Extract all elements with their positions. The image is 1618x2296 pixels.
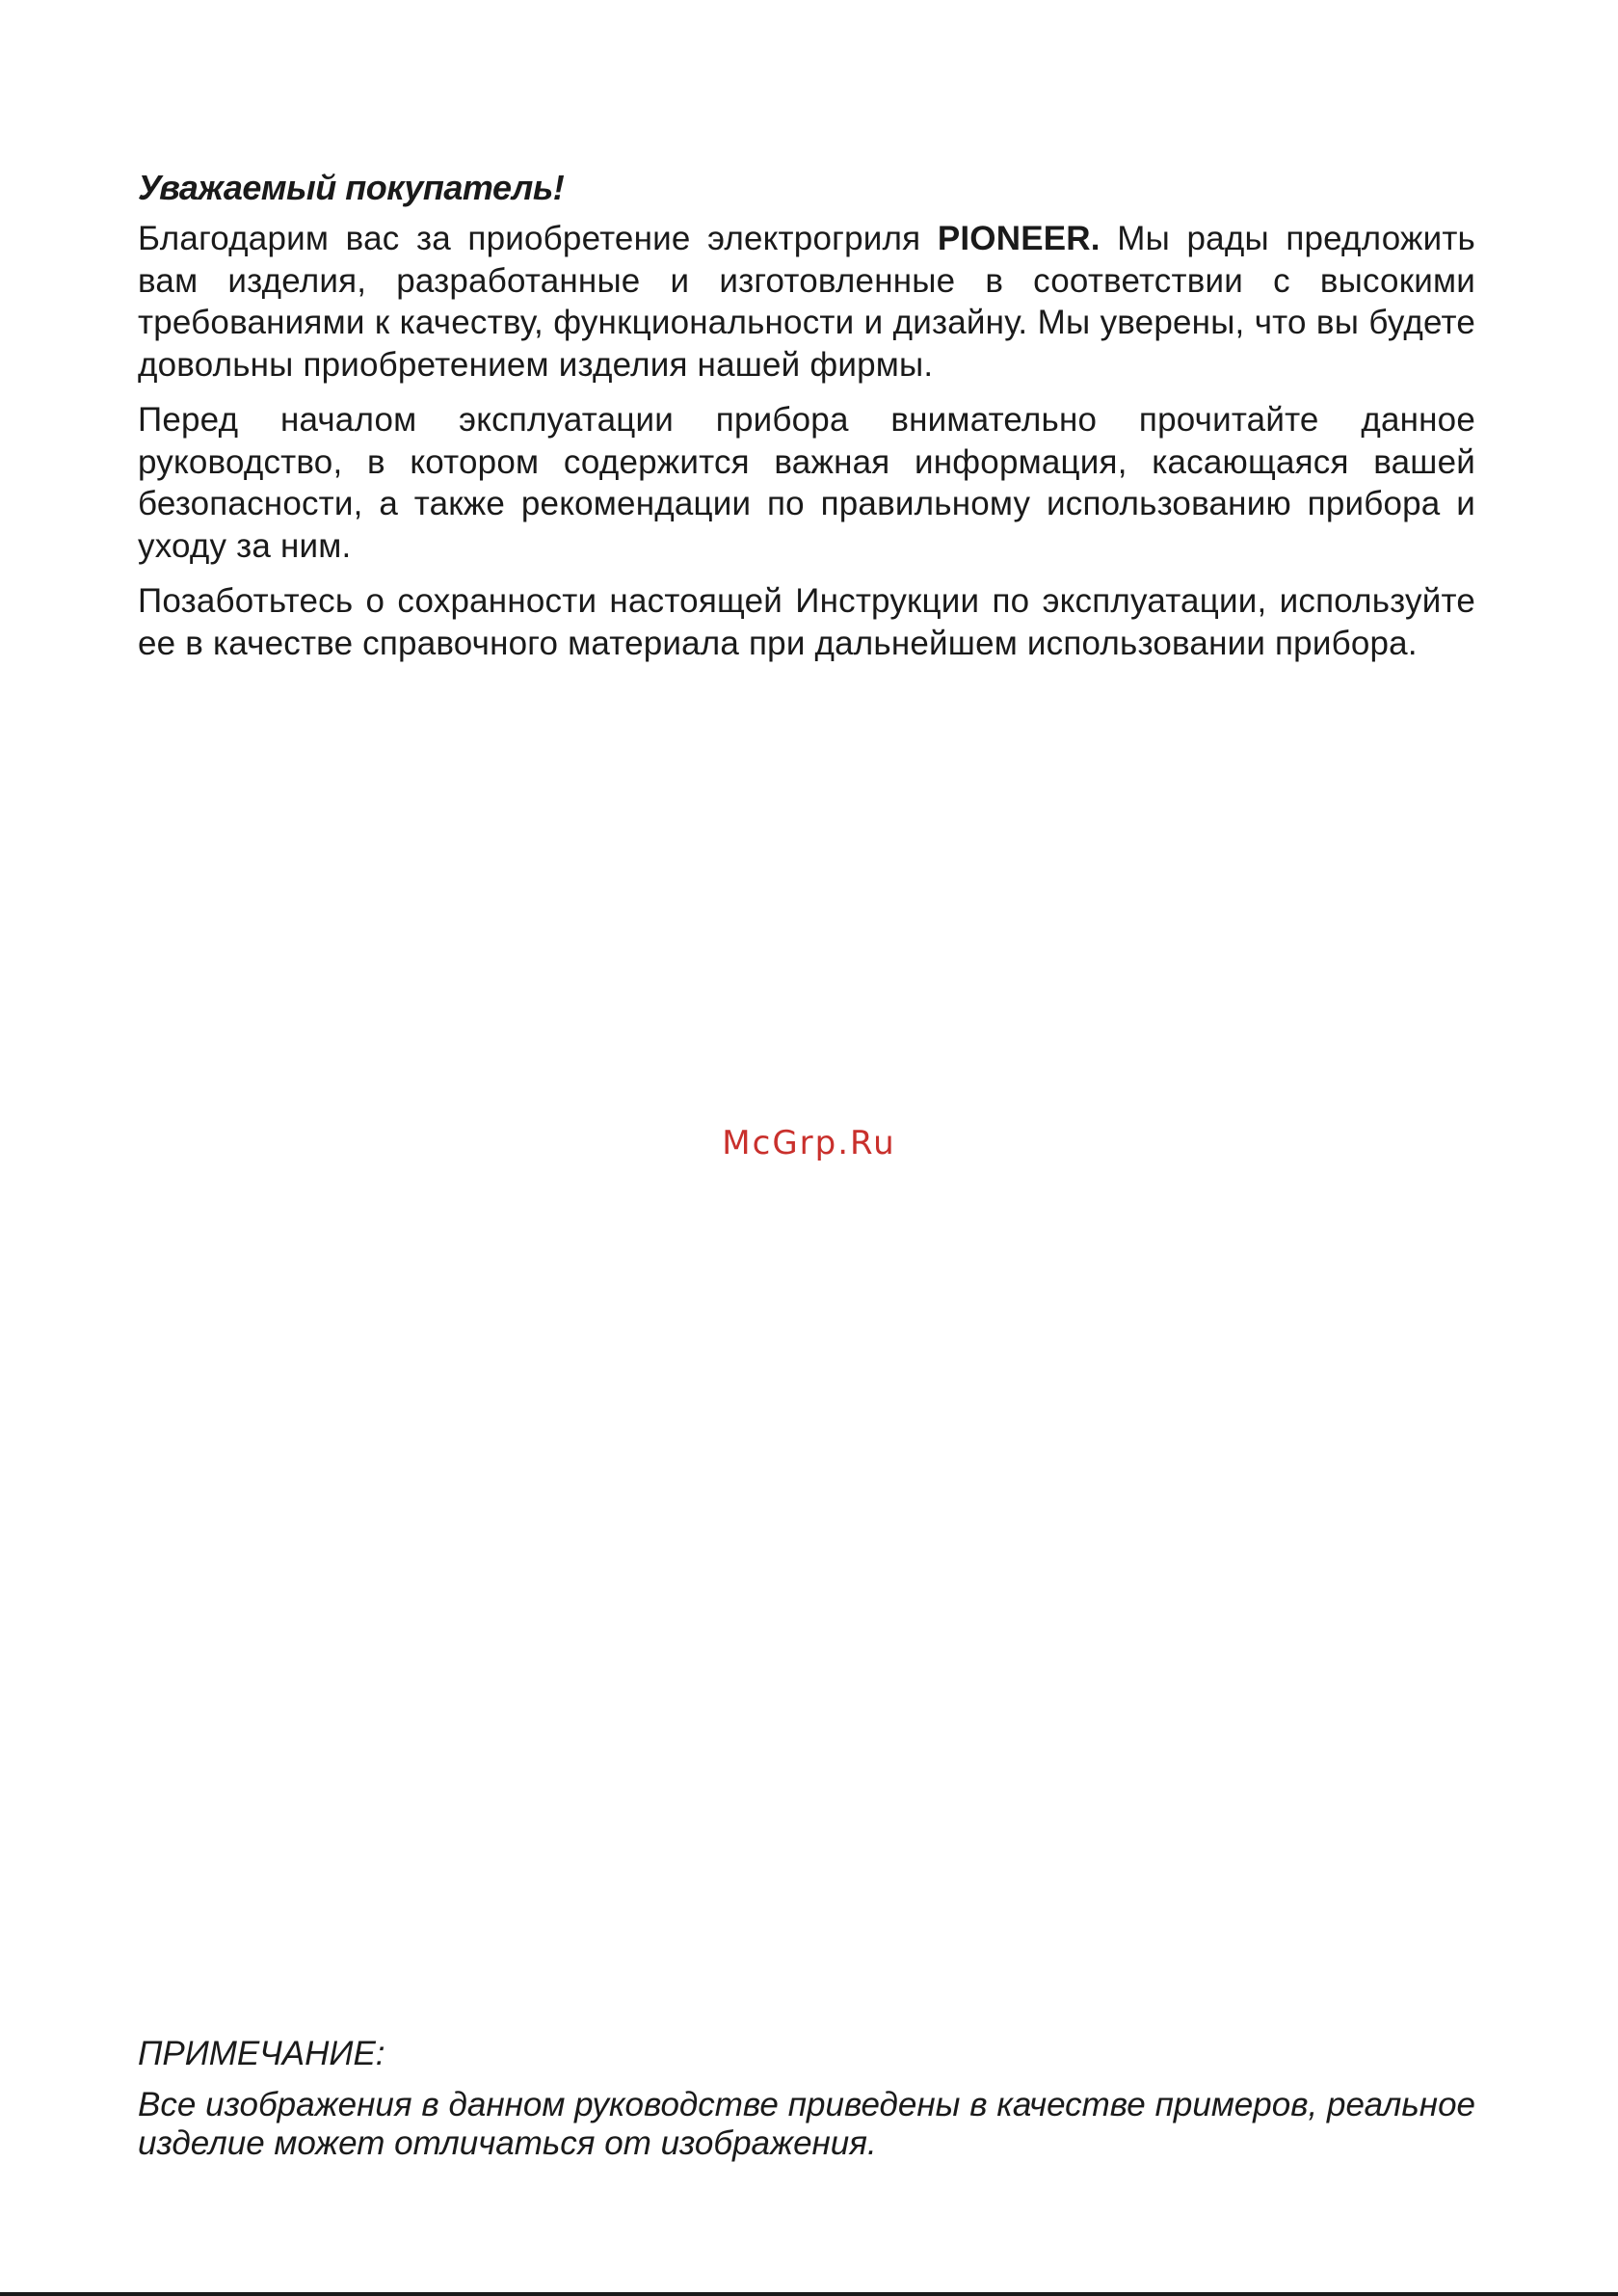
note-text: Все изображения в данном руководстве приведены в качестве примеров, реальное изделие может отличаться от изображения. [138,2086,1475,2162]
brand-name: PIONEER. [937,220,1101,257]
keep-manual-paragraph: Позаботьтесь о сохранности настоящей Инструкции по эксплуатации, используйте ее в качестве справочного материала при дальнейшем использовании прибора. [138,582,1475,662]
intro-text-after-brand: Мы рады предложить вам изделия, разработанные и изготовленные в соответствии с высокими требованиями к качеству, функциональности и дизайну. Мы уверены, что вы будете довольны приобретением изделия нашей фирмы. [138,220,1475,384]
intro-text-before-brand: Благодарим вас за приобретение электрогриля [138,220,938,257]
body-text [138,218,1475,678]
reading-advice-paragraph: Перед началом эксплуатации прибора внимательно прочитайте данное руководство, в котором содержится важная информация, касающаяся вашей безопасности, а также рекомендации по правильному использованию прибора и уходу за ним. [138,401,1475,565]
page-heading: Уважаемый покупатель! [138,168,565,207]
intro-paragraph [138,218,1475,386]
note-title: ПРИМЕЧАНИЕ: [138,2035,385,2072]
watermark: McGrp.Ru [722,1124,896,1162]
bottom-rule [0,2292,1618,2296]
note-block [138,2034,1475,2163]
